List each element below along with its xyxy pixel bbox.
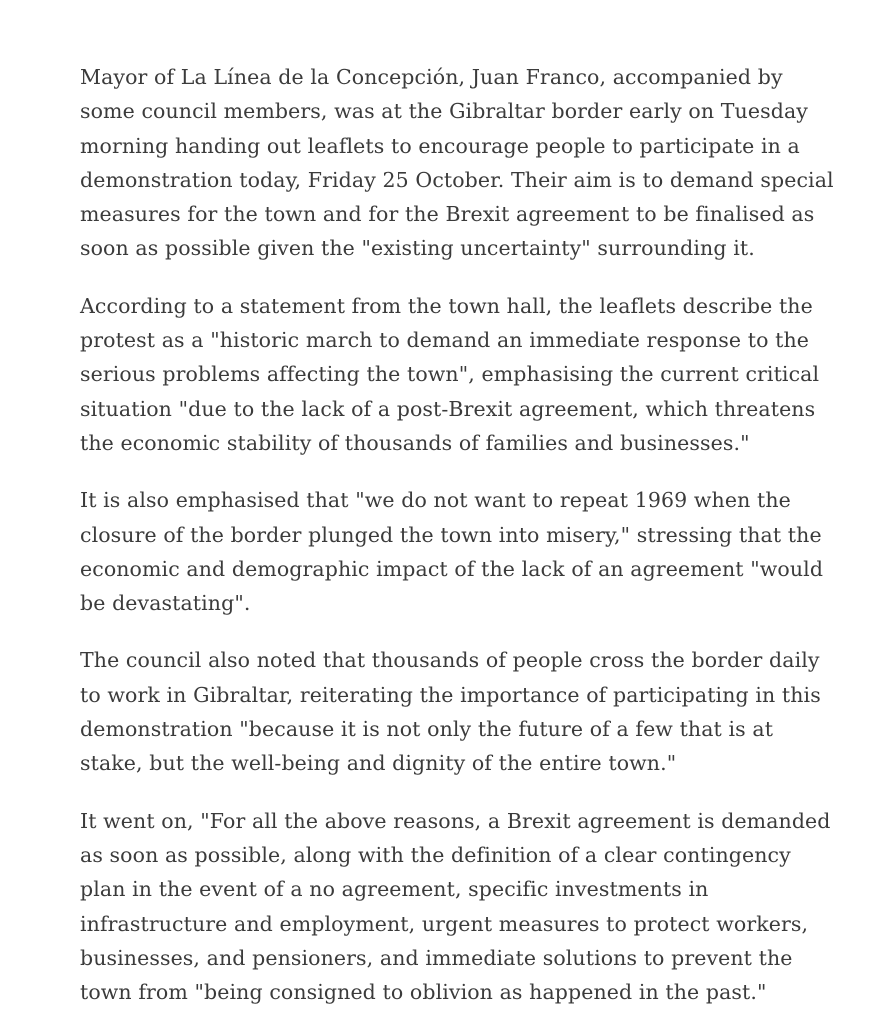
article-paragraph: Mayor of La Línea de la Concepción, Juan Franco, accompanied by some council members, was at the Gibraltar border early on Tuesday morning handing out leaflets to encourage people to participate in a demonstration today, Friday 25 October. Their aim is to demand special measures for the town and for the Brexit agreement to be finalised as soon as possible given the "existing uncertainty" surrounding it.	[80, 65, 834, 261]
article-paragraph: According to a statement from the town hall, the leaflets describe the protest as a "historic march to demand an immediate response to the serious problems affecting the town", emphasising the current critical situation "due to the lack of a post-Brexit agreement, which threatens the economic stability of thousands of families and businesses."	[80, 293, 820, 455]
article-paragraph: It went on, "For all the above reasons, a Brexit agreement is demanded as soon as possible, along with the definition of a clear contingency plan in the event of a no agreement, specific investments in infrastructure and employment, urgent measures to protect workers, businesses, and pensioners, and immediate solutions to prevent the town from "being consigned to oblivion as happened in the past."	[80, 808, 831, 1005]
article-paragraph: The council also noted that thousands of people cross the border daily to work in Gibraltar, reiterating the importance of participating in this demonstration "because it is not only the future of a few that is at stake, but the well-being and dignity of the entire town."	[80, 648, 821, 776]
article-paragraph: It is also emphasised that "we do not want to repeat 1969 when the closure of the border plunged the town into misery," stressing that the economic and demographic impact of the lack of an agreement "would be devastating".	[80, 488, 824, 616]
